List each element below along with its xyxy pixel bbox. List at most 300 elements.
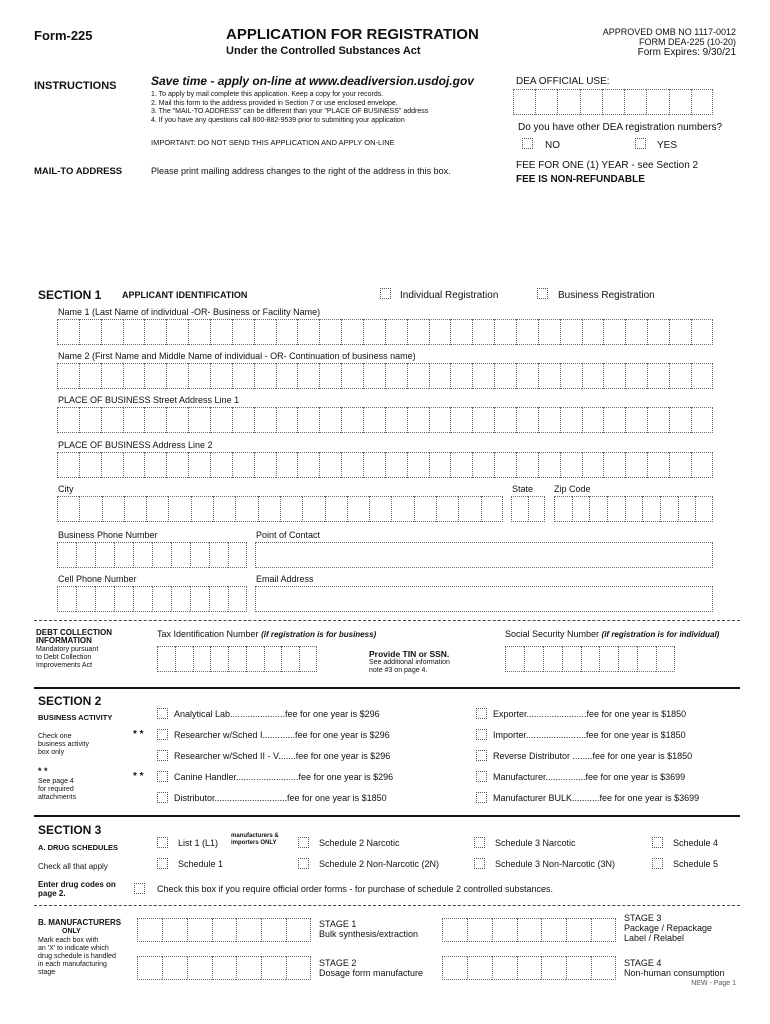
char-box	[516, 407, 538, 433]
char-box	[228, 586, 247, 612]
char-box	[691, 452, 713, 478]
schedule2nn-checkbox[interactable]	[298, 858, 309, 869]
business-activity-label: Canine Handler.........................fee for one year is $296	[174, 772, 394, 782]
char-box	[191, 496, 213, 522]
char-box	[695, 496, 713, 522]
manufacturers-note: Mark each box with an 'X' to indicate which drug schedule is handled in each manufacturing stage	[38, 937, 116, 976]
char-box	[79, 452, 101, 478]
business-activity-label: Analytical Lab......................fee for one year is $296	[174, 709, 380, 719]
divider	[34, 815, 740, 817]
instructions-label: INSTRUCTIONS	[34, 80, 117, 92]
char-box	[212, 918, 237, 942]
char-box	[582, 363, 604, 389]
char-box	[580, 89, 602, 115]
char-box	[286, 956, 311, 980]
char-box	[603, 407, 625, 433]
char-box	[175, 646, 193, 672]
char-box	[190, 542, 209, 568]
stage2-schedule-boxes[interactable]	[137, 956, 311, 980]
char-box	[101, 363, 123, 389]
char-box	[193, 646, 211, 672]
instruction-item: 4. If you have any questions call 800-882-9539 prior to submitting your application	[151, 116, 405, 124]
char-box	[297, 452, 319, 478]
official-use-label: DEA OFFICIAL USE:	[516, 76, 610, 87]
debt-collection-label: DEBT COLLECTION INFORMATION	[36, 628, 112, 645]
schedule3nn-checkbox[interactable]	[474, 858, 485, 869]
char-box	[562, 646, 581, 672]
char-box	[166, 319, 188, 345]
char-box	[591, 956, 616, 980]
char-box	[101, 319, 123, 345]
char-box	[625, 452, 647, 478]
char-box	[669, 319, 691, 345]
char-box	[637, 646, 656, 672]
page-footer: NEW - Page 1	[691, 980, 736, 987]
char-box	[232, 452, 254, 478]
char-box	[385, 407, 407, 433]
char-box	[391, 496, 413, 522]
char-box	[538, 407, 560, 433]
char-box	[235, 496, 257, 522]
char-box	[133, 586, 152, 612]
char-box	[341, 452, 363, 478]
char-box	[582, 452, 604, 478]
stage1-schedule-boxes[interactable]	[137, 918, 311, 942]
char-box	[450, 363, 472, 389]
fee-note: FEE FOR ONE (1) YEAR - see Section 2	[516, 160, 699, 171]
other-reg-no-label: NO	[545, 140, 560, 151]
char-box	[299, 646, 317, 672]
char-box	[541, 918, 566, 942]
char-box	[210, 363, 232, 389]
zip-input[interactable]	[554, 496, 713, 522]
char-box	[319, 319, 341, 345]
char-box	[669, 363, 691, 389]
char-box	[286, 918, 311, 942]
business-activity-checkbox[interactable]	[157, 771, 168, 782]
char-box	[625, 407, 647, 433]
business-registration-label: Business Registration	[558, 290, 655, 301]
char-box	[276, 407, 298, 433]
individual-registration-label: Individual Registration	[400, 290, 499, 301]
business-activity-label: Researcher w/Sched I.............fee for one year is $296	[174, 730, 390, 740]
char-box	[385, 452, 407, 478]
char-box	[95, 586, 114, 612]
see-note: See additional information note #3 on page 4.	[369, 659, 450, 674]
char-box	[442, 918, 467, 942]
char-box	[385, 363, 407, 389]
char-box	[188, 363, 210, 389]
business-activity-checkbox[interactable]	[157, 708, 168, 719]
business-activity-label: Exporter........................fee for one year is $1850	[493, 709, 687, 719]
char-box	[678, 496, 696, 522]
char-box	[276, 319, 298, 345]
address1-input[interactable]	[57, 407, 713, 433]
char-box	[450, 452, 472, 478]
char-box	[691, 363, 713, 389]
char-box	[566, 918, 591, 942]
business-activity-checkbox[interactable]	[476, 792, 487, 803]
city-label: City	[58, 484, 74, 494]
business-activity-label: Researcher w/Sched II - V.......fee for one year is $296	[174, 751, 391, 761]
char-box	[261, 956, 286, 980]
char-box	[264, 646, 282, 672]
official-use-boxes	[513, 89, 713, 115]
char-box	[209, 542, 228, 568]
state-label: State	[512, 484, 534, 494]
schedule5-label: Schedule 5	[673, 859, 719, 869]
char-box	[152, 542, 171, 568]
section2-title: BUSINESS ACTIVITY	[38, 713, 113, 722]
char-box	[436, 496, 458, 522]
business-activity-checkbox[interactable]	[476, 750, 487, 761]
char-box	[528, 496, 545, 522]
char-box	[363, 363, 385, 389]
divider	[34, 687, 740, 689]
stage3-schedule-boxes[interactable]	[442, 918, 616, 942]
char-box	[79, 319, 101, 345]
state-input[interactable]	[511, 496, 545, 522]
char-box	[236, 956, 261, 980]
char-box	[190, 586, 209, 612]
check-one-note: Check one business activity box only	[38, 733, 89, 756]
schedule5-checkbox[interactable]	[652, 858, 663, 869]
char-box	[560, 319, 582, 345]
char-box	[146, 496, 168, 522]
char-box	[57, 496, 79, 522]
cell-phone-label: Cell Phone Number	[58, 574, 137, 584]
char-box	[467, 956, 492, 980]
char-box	[297, 363, 319, 389]
char-box	[442, 956, 467, 980]
instruction-item: 2. Mail this form to the address provided in Section 7 or use enclosed envelope.	[151, 99, 398, 107]
char-box	[642, 496, 660, 522]
debt-collection-subtitle: Mandatory pursuant to Debt Collection Improvements Act	[36, 646, 99, 669]
stage3-label: STAGE 3 Package / Repackage Label / Relabel	[624, 913, 713, 943]
tin-label: Tax Identification Number (if registration is for business)	[157, 629, 377, 639]
char-box	[517, 918, 542, 942]
char-box	[101, 452, 123, 478]
order-forms-label: Check this box if you require official order forms - for purchase of schedule 2 controlled substances.	[157, 884, 554, 894]
char-box	[572, 496, 590, 522]
char-box	[407, 363, 429, 389]
name2-label: Name 2 (First Name and Middle Name of individual - OR- Continuation of business name)	[58, 351, 416, 361]
char-box	[57, 586, 76, 612]
name1-label: Name 1 (Last Name of individual -OR- Business or Facility Name)	[58, 307, 321, 317]
char-box	[602, 89, 624, 115]
char-box	[481, 496, 503, 522]
char-box	[363, 319, 385, 345]
char-box	[210, 319, 232, 345]
schedule3nn-label: Schedule 3 Non-Narcotic (3N)	[495, 859, 616, 869]
char-box	[236, 918, 261, 942]
instruction-item: 3. The "MAIL-TO ADDRESS" can be different than your "PLACE OF BUSINESS" address	[151, 108, 429, 115]
check-all-note: Check all that apply	[38, 862, 108, 871]
char-box	[213, 496, 235, 522]
stage2-label: STAGE 2 Dosage form manufacture	[319, 958, 424, 978]
char-box	[450, 407, 472, 433]
zip-label: Zip Code	[554, 484, 591, 494]
char-box	[187, 956, 212, 980]
char-box	[513, 89, 535, 115]
char-box	[472, 407, 494, 433]
char-box	[624, 89, 646, 115]
char-box	[625, 319, 647, 345]
char-box	[516, 363, 538, 389]
schedule1-checkbox[interactable]	[157, 858, 168, 869]
char-box	[95, 542, 114, 568]
business-activity-checkbox[interactable]	[157, 729, 168, 740]
business-activity-checkbox[interactable]	[476, 708, 487, 719]
char-box	[363, 452, 385, 478]
char-box	[168, 496, 190, 522]
stage1-label: STAGE 1 Bulk synthesis/extraction	[319, 919, 419, 939]
char-box	[429, 452, 451, 478]
char-box	[232, 363, 254, 389]
manufacturers-only: ONLY	[62, 928, 81, 935]
char-box	[363, 407, 385, 433]
provide-tin-note: Provide TIN or SSN.	[369, 649, 450, 659]
char-box	[591, 918, 616, 942]
fee-nonrefundable: FEE IS NON-REFUNDABLE	[516, 174, 645, 185]
char-box	[254, 407, 276, 433]
other-registration-question: Do you have other DEA registration numbers?	[518, 122, 722, 133]
char-box	[647, 452, 669, 478]
char-box	[494, 407, 516, 433]
char-box	[57, 542, 76, 568]
char-box	[162, 956, 187, 980]
char-box	[524, 646, 543, 672]
char-box	[385, 319, 407, 345]
char-box	[582, 407, 604, 433]
char-box	[541, 956, 566, 980]
divider	[34, 905, 740, 906]
char-box	[114, 542, 133, 568]
important-notice: IMPORTANT: DO NOT SEND THIS APPLICATION AND APPLY ON-LINE	[151, 138, 395, 147]
char-box	[246, 646, 264, 672]
char-box	[57, 363, 79, 389]
section3-title: A. DRUG SCHEDULES	[38, 843, 119, 852]
name2-input[interactable]	[57, 363, 713, 389]
char-box	[123, 319, 145, 345]
business-activity-label: Manufacturer................fee for one year is $3699	[493, 772, 686, 782]
stars-note: * *	[38, 766, 48, 776]
char-box	[319, 407, 341, 433]
char-box	[171, 542, 190, 568]
char-box	[618, 646, 637, 672]
section1-heading: SECTION 1	[38, 288, 102, 302]
char-box	[212, 956, 237, 980]
char-box	[319, 363, 341, 389]
char-box	[535, 89, 557, 115]
char-box	[302, 496, 324, 522]
char-box	[254, 363, 276, 389]
char-box	[79, 363, 101, 389]
cell-phone-input[interactable]	[57, 586, 247, 612]
char-box	[261, 918, 286, 942]
schedule2nn-label: Schedule 2 Non-Narcotic (2N)	[319, 859, 440, 869]
char-box	[228, 542, 247, 568]
business-activity-checkbox[interactable]	[476, 771, 487, 782]
char-box	[188, 319, 210, 345]
form-number: Form-225	[34, 28, 93, 43]
other-reg-no-checkbox[interactable]	[522, 138, 533, 149]
char-box	[538, 363, 560, 389]
attachment-required-marker: * *	[133, 771, 144, 782]
char-box	[647, 319, 669, 345]
individual-registration-checkbox[interactable]	[380, 288, 391, 299]
section1-title: APPLICANT IDENTIFICATION	[122, 290, 248, 300]
char-box	[341, 319, 363, 345]
schedule2n-checkbox[interactable]	[298, 837, 309, 848]
char-box	[232, 319, 254, 345]
char-box	[347, 496, 369, 522]
char-box	[429, 319, 451, 345]
char-box	[144, 363, 166, 389]
form-dea-version: FORM DEA-225 (10-20)	[638, 37, 736, 47]
other-reg-yes-checkbox[interactable]	[635, 138, 646, 149]
char-box	[76, 542, 95, 568]
char-box	[494, 452, 516, 478]
section2-heading: SECTION 2	[38, 694, 102, 708]
char-box	[101, 407, 123, 433]
char-box	[582, 319, 604, 345]
char-box	[458, 496, 480, 522]
order-forms-checkbox[interactable]	[134, 883, 145, 894]
point-of-contact-label: Point of Contact	[256, 530, 321, 540]
char-box	[166, 363, 188, 389]
char-box	[603, 319, 625, 345]
business-phone-label: Business Phone Number	[58, 530, 158, 540]
char-box	[114, 586, 133, 612]
char-box	[276, 363, 298, 389]
address2-input[interactable]	[57, 452, 713, 478]
char-box	[188, 452, 210, 478]
char-box	[137, 918, 162, 942]
list1-note: manufacturers & importers ONLY	[231, 833, 279, 846]
omb-number: APPROVED OMB NO 1117-0012	[602, 27, 736, 37]
char-box	[209, 586, 228, 612]
char-box	[57, 452, 79, 478]
char-box	[102, 496, 124, 522]
business-activity-label: Distributor.............................fee for one year is $1850	[174, 793, 387, 803]
char-box	[187, 918, 212, 942]
char-box	[319, 452, 341, 478]
char-box	[472, 319, 494, 345]
tin-input[interactable]	[157, 646, 317, 672]
schedule1-label: Schedule 1	[178, 859, 224, 869]
char-box	[560, 452, 582, 478]
char-box	[599, 646, 618, 672]
schedule3n-checkbox[interactable]	[474, 837, 485, 848]
char-box	[276, 452, 298, 478]
char-box	[429, 407, 451, 433]
char-box	[171, 586, 190, 612]
char-box	[647, 363, 669, 389]
char-box	[669, 452, 691, 478]
char-box	[660, 496, 678, 522]
char-box	[557, 89, 579, 115]
email-input[interactable]	[255, 586, 713, 612]
mailto-instruction: Please print mailing address changes to the right of the address in this box.	[151, 166, 451, 176]
char-box	[144, 407, 166, 433]
list1-label: List 1 (L1)	[178, 838, 219, 848]
char-box	[669, 89, 691, 115]
char-box	[137, 956, 162, 980]
char-box	[407, 319, 429, 345]
apply-online-headline: Save time - apply on-line at www.deadiversion.usdoj.gov	[151, 74, 474, 88]
attachment-required-marker: * *	[133, 729, 144, 740]
business-activity-checkbox[interactable]	[476, 729, 487, 740]
char-box	[280, 496, 302, 522]
business-activity-checkbox[interactable]	[157, 750, 168, 761]
char-box	[57, 319, 79, 345]
divider	[34, 620, 740, 621]
manufacturers-title: B. MANUFACTURERS	[38, 918, 122, 927]
char-box	[414, 496, 436, 522]
char-box	[166, 452, 188, 478]
char-box	[669, 407, 691, 433]
email-label: Email Address	[256, 574, 314, 584]
business-registration-checkbox[interactable]	[537, 288, 548, 299]
char-box	[543, 646, 562, 672]
char-box	[472, 452, 494, 478]
char-box	[560, 407, 582, 433]
char-box	[123, 452, 145, 478]
char-box	[166, 407, 188, 433]
city-input[interactable]	[57, 496, 503, 522]
char-box	[472, 363, 494, 389]
business-activity-label: Importer........................fee for one year is $1850	[493, 730, 686, 740]
char-box	[691, 89, 713, 115]
char-box	[589, 496, 607, 522]
char-box	[450, 319, 472, 345]
ssn-input[interactable]	[505, 646, 675, 672]
schedule4-checkbox[interactable]	[652, 837, 663, 848]
char-box	[646, 89, 668, 115]
char-box	[210, 452, 232, 478]
stage4-schedule-boxes[interactable]	[442, 956, 616, 980]
char-box	[511, 496, 528, 522]
enter-codes-note: Enter drug codes on page 2.	[38, 880, 116, 898]
name1-input[interactable]	[57, 319, 713, 345]
see-page4-note: See page 4 for required attachments	[38, 778, 77, 801]
char-box	[79, 496, 101, 522]
char-box	[210, 646, 228, 672]
char-box	[133, 542, 152, 568]
point-of-contact-input[interactable]	[255, 542, 713, 568]
list1-checkbox[interactable]	[157, 837, 168, 848]
schedule2n-label: Schedule 2 Narcotic	[319, 838, 400, 848]
business-phone-input[interactable]	[57, 542, 247, 568]
char-box	[517, 956, 542, 980]
char-box	[341, 363, 363, 389]
business-activity-checkbox[interactable]	[157, 792, 168, 803]
char-box	[258, 496, 280, 522]
instruction-item: 1. To apply by mail complete this application. Keep a copy for your records.	[151, 91, 384, 98]
char-box	[554, 496, 572, 522]
char-box	[254, 452, 276, 478]
char-box	[325, 496, 347, 522]
char-box	[492, 956, 517, 980]
business-activity-label: Reverse Distributor ........fee for one year is $1850	[493, 751, 693, 761]
char-box	[369, 496, 391, 522]
char-box	[162, 918, 187, 942]
char-box	[152, 586, 171, 612]
char-box	[603, 452, 625, 478]
char-box	[625, 363, 647, 389]
section3-heading: SECTION 3	[38, 823, 102, 837]
